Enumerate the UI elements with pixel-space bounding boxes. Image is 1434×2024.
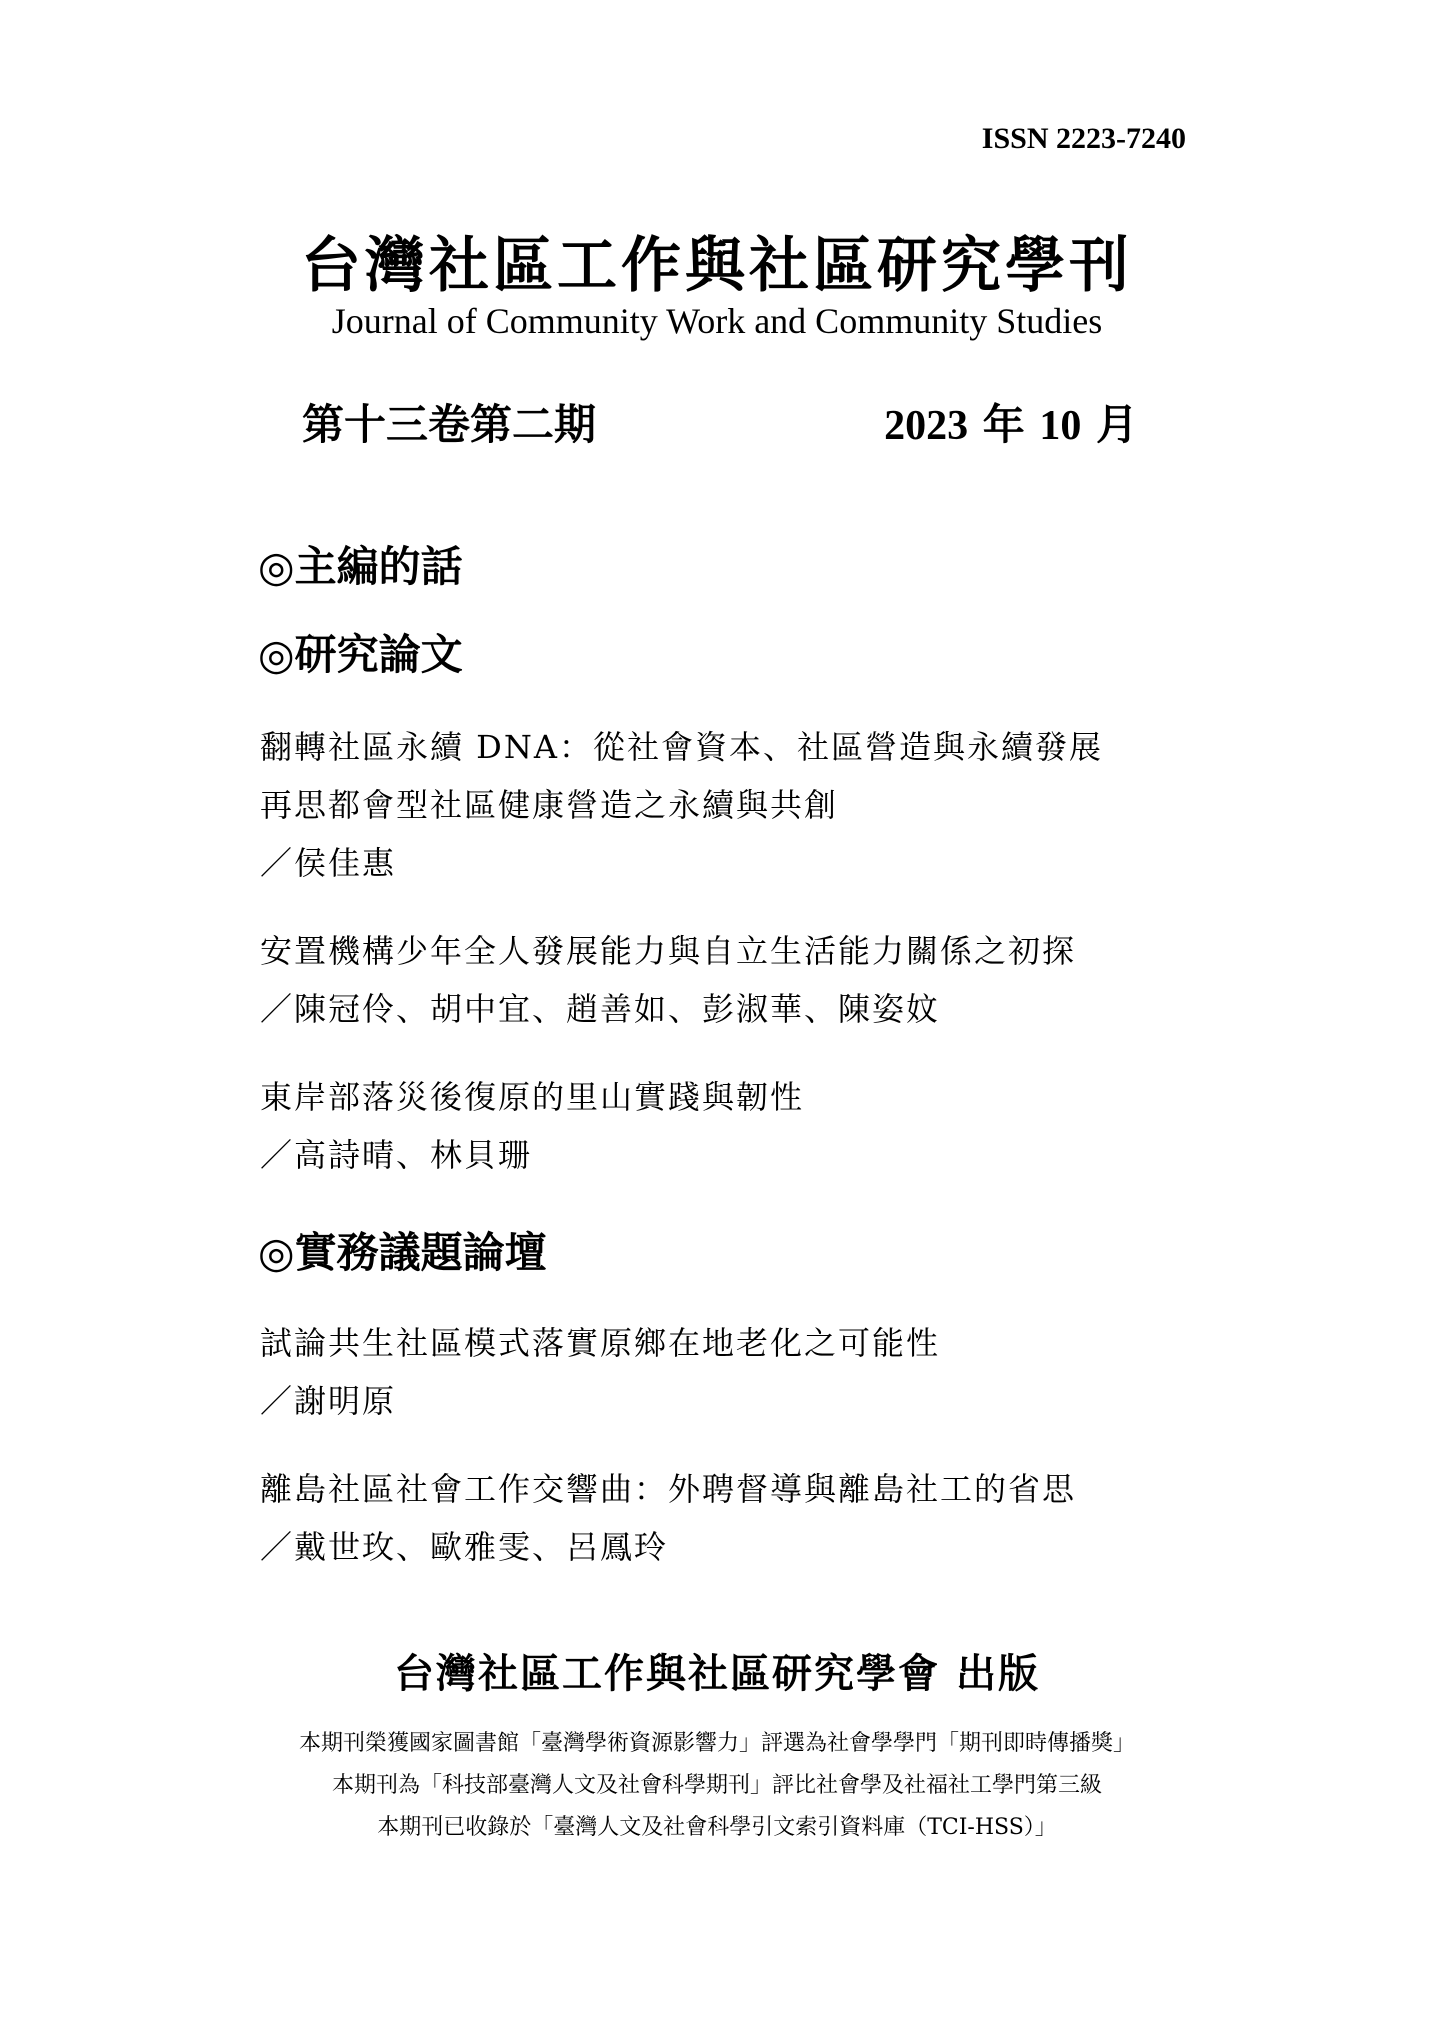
section-editor-note: ◎主編的話 — [258, 542, 463, 591]
paper-3-title: 東岸部落災後復原的里山實踐與韌性 — [260, 1078, 805, 1116]
volume-issue: 第十三卷第二期 — [302, 400, 597, 449]
publisher-line: 台灣社區工作與社區研究學會 出版 — [394, 1650, 1040, 1697]
forum-1-title: 試論共生社區模式落實原鄉在地老化之可能性 — [260, 1324, 941, 1362]
paper-2-title: 安置機構少年全人發展能力與自立生活能力關係之初探 — [260, 932, 1077, 970]
journal-title: 台灣社區工作與社區研究學刊 — [301, 231, 1133, 301]
date-month-suffix: 月 — [1081, 400, 1138, 449]
section-research-papers: ◎研究論文 — [258, 630, 463, 679]
publication-date — [884, 392, 1138, 452]
date-year: 2023 — [884, 403, 969, 449]
section-practice-forum: ◎實務議題論壇 — [258, 1228, 547, 1277]
paper-1-authors: ／侯佳惠 — [260, 844, 397, 882]
award-note-1: 本期刊榮獲國家圖書館「臺灣學術資源影響力」評選為社會學學門「期刊即時傳播獎」 — [298, 1731, 1135, 1756]
issn-number: ISSN 2223-7240 — [981, 122, 1186, 155]
paper-3-authors: ／高詩晴、林貝珊 — [260, 1136, 533, 1174]
paper-1-title-line-1: 翻轉社區永續 DNA：從社會資本、社區營造與永續發展 — [260, 728, 1103, 766]
award-note-2: 本期刊為「科技部臺灣人文及社會科學期刊」評比社會學及社福社工學門第三級 — [331, 1773, 1102, 1798]
journal-subtitle: Journal of Community Work and Community Studies — [331, 301, 1103, 341]
paper-2-authors: ／陳冠伶、胡中宜、趙善如、彭淑華、陳姿妏 — [260, 990, 941, 1028]
forum-2-title: 離島社區社會工作交響曲：外聘督導與離島社工的省思 — [260, 1470, 1077, 1508]
award-note-3: 本期刊已收錄於「臺灣人文及社會科學引文索引資料庫（TCI-HSS）」 — [377, 1815, 1057, 1840]
date-month: 10 — [1039, 403, 1082, 449]
forum-2-authors: ／戴世玫、歐雅雯、呂鳳玲 — [260, 1528, 669, 1566]
date-year-suffix: 年 — [968, 400, 1040, 449]
paper-1-title-line-2: 再思都會型社區健康營造之永續與共創 — [260, 786, 839, 824]
forum-1-authors: ／謝明原 — [260, 1382, 397, 1420]
